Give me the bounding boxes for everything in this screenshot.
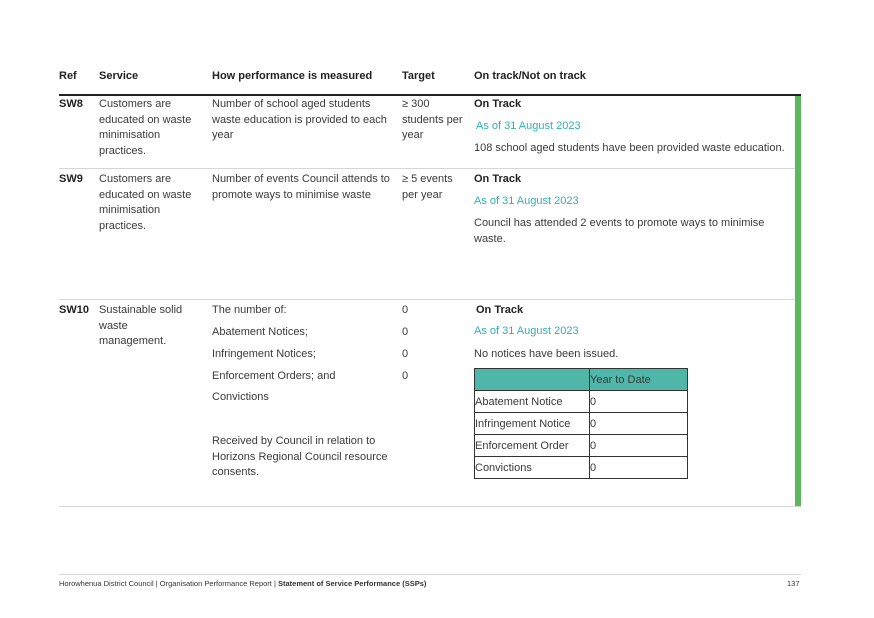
status-label: On Track [476,304,524,316]
measure-line: Infringement Notices; [212,348,316,360]
header-service: Service [99,70,139,82]
header-divider [59,94,801,96]
measure-line: Abatement Notices; [212,326,308,338]
notice-count: 0 [590,457,688,479]
row-divider [59,299,795,300]
status-comment: 108 school aged students have been provided waste education. [474,142,785,154]
notices-table-row [475,435,688,457]
header-measure: How performance is measured [212,70,373,82]
row-service: Customers are educated on waste minimisation practices. [99,173,192,232]
notice-type: Convictions [475,457,590,479]
page-number: 137 [787,579,800,588]
notice-count: 0 [590,435,688,457]
row-ref: SW10 [59,304,89,316]
target-value: 0 [402,326,409,338]
measure-line: Enforcement Orders; and [212,370,336,382]
as-of-date: As of 31 August 2023 [474,195,579,207]
notice-type: Abatement Notice [475,391,590,413]
notices-table [474,368,688,479]
notices-header-cell [475,369,590,391]
row-measure: Number of school aged students waste education is provided to each year [212,98,387,141]
as-of-date: As of 31 August 2023 [476,120,581,132]
header-target: Target [402,70,435,82]
notice-type: Enforcement Order [475,435,590,457]
notices-table-row [475,457,688,479]
footer-text: Horowhenua District Council | Organisation Performance Report | Statement of Service Performance (SSPs) [59,579,427,588]
notice-type: Infringement Notice [475,413,590,435]
status-label: On Track [474,173,522,185]
measure-line: The number of: [212,304,287,316]
table-bottom-rule [59,506,801,507]
header-status: On track/Not on track [474,70,586,82]
notices-table-row [475,391,688,413]
notices-header-cell: Year to Date [590,369,688,391]
row-target: ≥ 300 students per year [402,98,463,141]
notice-count: 0 [590,391,688,413]
measure-line: Convictions [212,391,269,403]
target-value: 0 [402,304,409,316]
row-service: Sustainable solid waste management. [99,304,183,347]
target-value: 0 [402,370,409,382]
row-service: Customers are educated on waste minimisation practices. [99,98,192,157]
notices-table-row [475,413,688,435]
row-measure: Number of events Council attends to promote ways to minimise waste [212,173,390,201]
status-comment: Council has attended 2 events to promote ways to minimise waste. [474,217,765,245]
status-comment: No notices have been issued. [474,348,619,360]
status-label: On Track [474,98,522,110]
status-green-bar [795,96,801,507]
as-of-date: As of 31 August 2023 [474,325,579,337]
notice-count: 0 [590,413,688,435]
target-value: 0 [402,348,409,360]
row-divider [59,168,795,169]
footer-rule [59,574,801,575]
row-ref: SW9 [59,173,83,185]
notices-table-header [475,369,688,391]
measure-extra: Received by Council in relation to Horizons Regional Council resource consents. [212,435,388,478]
row-ref: SW8 [59,98,83,110]
header-ref: Ref [59,70,77,82]
row-target: ≥ 5 events per year [402,173,453,201]
